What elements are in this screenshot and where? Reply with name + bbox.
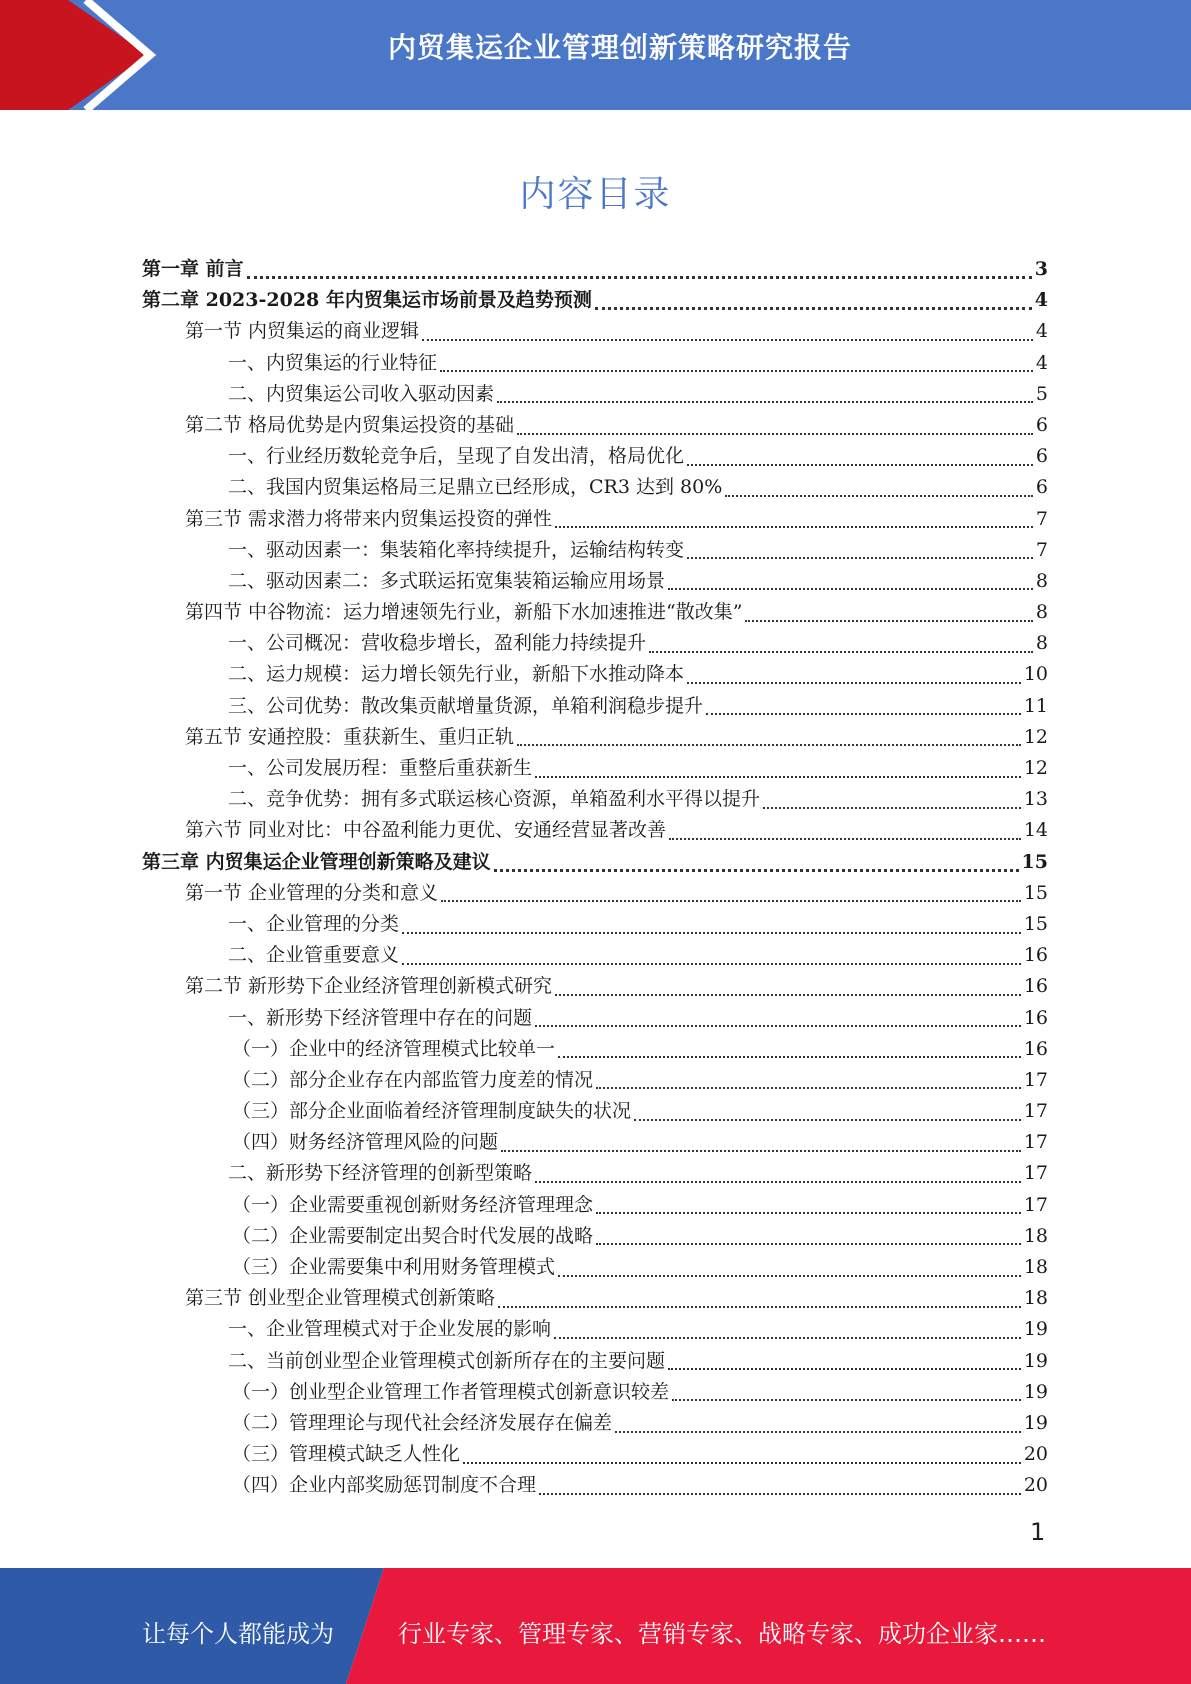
toc-entry[interactable]	[142, 1221, 1048, 1252]
toc-entry-page: 13	[1023, 788, 1048, 811]
toc-entry-label: 二、内贸集运公司收入驱动因素	[228, 382, 495, 405]
toc-entry[interactable]	[142, 1346, 1048, 1377]
toc-entry-label: 第四节 中谷物流：运力增速领先行业，新船下水加速推进“散改集”	[185, 601, 743, 624]
toc-entry[interactable]	[142, 691, 1048, 722]
toc-entry-label: 二、运力规模：运力增长领先行业，新船下水推动降本	[228, 663, 685, 686]
toc-entry-page: 15	[1023, 881, 1048, 904]
toc-entry-page: 4	[1035, 351, 1048, 374]
toc-leader-dots	[596, 1212, 1021, 1214]
toc-heading: 内容目录	[519, 174, 672, 215]
toc-entry-page: 16	[1023, 944, 1048, 967]
toc-entry-page: 14	[1023, 819, 1048, 842]
toc-entry-label: 二、驱动因素二：多式联运拓宽集装箱运输应用场景	[228, 569, 666, 592]
toc-entry[interactable]	[142, 1127, 1048, 1158]
toc-entry[interactable]	[142, 659, 1048, 690]
toc-entry-label: 第一节 企业管理的分类和意义	[185, 881, 439, 904]
toc-entry-label: （四）财务经济管理风险的问题	[232, 1131, 499, 1154]
toc-entry[interactable]	[142, 1439, 1048, 1470]
toc-entry[interactable]	[142, 815, 1048, 846]
toc-leader-dots	[763, 807, 1021, 809]
toc-entry-page: 8	[1035, 601, 1048, 624]
toc-leader-dots	[595, 307, 1032, 310]
header-band	[0, 0, 1191, 110]
toc-leader-dots	[687, 557, 1033, 559]
toc-entry-label: 第二章 2023-2028 年内贸集运市场前景及趋势预测	[142, 289, 592, 312]
toc-entry-label: （一）企业需要重视创新财务经济管理理念	[232, 1193, 594, 1216]
toc-entry-page: 19	[1023, 1380, 1048, 1403]
toc-entry-page: 17	[1023, 1162, 1048, 1185]
toc-leader-dots	[535, 1181, 1021, 1183]
toc-entry-page: 19	[1023, 1318, 1048, 1341]
toc-entry[interactable]	[142, 1314, 1048, 1345]
toc-entry-page: 20	[1023, 1474, 1048, 1497]
toc-entry-label: 二、企业管重要意义	[228, 944, 400, 967]
toc-entry-page: 18	[1023, 1256, 1048, 1278]
toc-entry-label: （二）企业需要制定出契合时代发展的战略	[232, 1224, 594, 1247]
toc-entry[interactable]	[142, 909, 1048, 940]
toc-entry-label: （一）创业型企业管理工作者管理模式创新意识较差	[232, 1380, 670, 1403]
toc-entry[interactable]	[142, 971, 1048, 1002]
toc-entry-page: 4	[1034, 289, 1048, 312]
toc-entry-label: 二、当前创业型企业管理模式创新所存在的主要问题	[228, 1349, 666, 1372]
toc-entry-label: 二、新形势下经济管理的创新型策略	[228, 1162, 533, 1185]
toc-entry-label: 一、企业管理模式对于企业发展的影响	[228, 1318, 552, 1341]
toc-entry[interactable]	[142, 1470, 1048, 1501]
toc-leader-dots	[725, 495, 1033, 497]
toc-entry-page: 7	[1035, 507, 1048, 530]
toc-leader-dots	[634, 1119, 1021, 1121]
toc-leader-dots	[745, 620, 1032, 622]
toc-entry[interactable]	[142, 940, 1048, 971]
toc-leader-dots	[441, 900, 1021, 902]
toc-entry[interactable]	[142, 628, 1048, 659]
toc-entry-label: （二）管理理论与现代社会经济发展存在偏差	[232, 1411, 613, 1434]
footer-slogan-right: 行业专家、管理专家、营销专家、战略专家、成功企业家……	[398, 1620, 1046, 1648]
toc-entry-label: 一、公司概况：营收稳步增长，盈利能力持续提升	[228, 632, 647, 655]
toc-entry-page: 18	[1023, 1287, 1048, 1310]
toc-entry-page: 20	[1023, 1443, 1048, 1466]
toc-entry-label: 二、竞争优势：拥有多式联运核心资源，单箱盈利水平得以提升	[228, 788, 761, 811]
footer-slogan-left: 让每个人都能成为	[142, 1620, 334, 1648]
toc-entry-label: 第一章 前言	[142, 258, 244, 280]
report-title: 内贸集运企业管理创新策略研究报告	[387, 31, 852, 64]
toc-leader-dots	[649, 651, 1033, 653]
toc-leader-dots	[672, 1399, 1021, 1401]
toc-entry[interactable]	[142, 1096, 1048, 1127]
toc-entry-label: 三、公司优势：散改集贡献增量货源，单箱利润稳步提升	[228, 694, 704, 717]
toc-entry-page: 17	[1023, 1193, 1048, 1216]
toc-leader-dots	[494, 869, 1019, 872]
toc-entry-page: 11	[1023, 694, 1048, 717]
toc-entry[interactable]	[142, 1408, 1048, 1439]
toc-entry-label: （一）企业中的经济管理模式比较单一	[232, 1037, 556, 1060]
toc-entry[interactable]	[142, 410, 1048, 441]
toc-entry-label: 二、我国内贸集运格局三足鼎立已经形成，CR3 达到 80%	[228, 476, 723, 499]
toc-leader-dots	[539, 1493, 1021, 1495]
toc-entry-page: 7	[1035, 538, 1048, 561]
toc-leader-dots	[706, 713, 1021, 715]
toc-entry[interactable]	[142, 504, 1048, 535]
toc-leader-dots	[535, 1025, 1021, 1027]
toc-entry[interactable]	[142, 597, 1048, 628]
toc-leader-dots	[422, 339, 1033, 341]
toc-entry-page: 6	[1035, 413, 1048, 436]
toc-entry-page: 8	[1035, 569, 1048, 592]
toc-entry-label: 第三节 需求潜力将带来内贸集运投资的弹性	[185, 507, 553, 530]
toc-entry-label: 第五节 安通控股：重获新生、重归正轨	[185, 725, 515, 748]
toc-entry[interactable]	[142, 348, 1048, 379]
toc-entry-label: 一、驱动因素一：集装箱化率持续提升，运输结构转变	[228, 538, 685, 561]
toc-entry[interactable]	[142, 753, 1048, 784]
toc-leader-dots	[554, 1337, 1021, 1339]
toc-entry[interactable]	[142, 285, 1048, 316]
toc-entry-page: 17	[1023, 1100, 1048, 1123]
toc-leader-dots	[498, 1306, 1021, 1308]
toc-entry[interactable]	[142, 379, 1048, 410]
toc-entry-label: 一、行业经历数轮竞争后，呈现了自发出清，格局优化	[228, 445, 685, 468]
toc-entry[interactable]	[142, 1158, 1048, 1189]
toc-leader-dots	[517, 744, 1021, 746]
toc-entry-label: 第三章 内贸集运企业管理创新策略及建议	[142, 850, 491, 873]
toc-entry-label: 第六节 同业对比：中谷盈利能力更优、安通经营显著改善	[185, 819, 667, 842]
toc-entry[interactable]	[142, 1283, 1048, 1314]
toc-entry-label: 第二节 新形势下企业经济管理创新模式研究	[185, 975, 553, 998]
toc-leader-dots	[402, 932, 1021, 934]
toc-leader-dots	[555, 994, 1021, 996]
toc-entry-page: 16	[1023, 975, 1048, 998]
toc-entry[interactable]	[142, 1190, 1048, 1221]
toc-leader-dots	[517, 433, 1033, 435]
toc-entry[interactable]	[142, 535, 1048, 566]
toc-leader-dots	[463, 1462, 1021, 1464]
toc-leader-dots	[596, 1243, 1021, 1245]
toc-entry[interactable]	[142, 254, 1048, 285]
toc-entry-page: 17	[1023, 1131, 1048, 1154]
toc-entry[interactable]	[142, 1003, 1048, 1034]
toc-entry-label: 一、新形势下经济管理中存在的问题	[228, 1006, 533, 1029]
toc-leader-dots	[555, 526, 1033, 528]
toc-entry-label: 一、内贸集运的行业特征	[228, 351, 438, 374]
toc-entry-label: 第三节 创业型企业管理模式创新策略	[185, 1287, 496, 1310]
toc-entry-page: 19	[1023, 1411, 1048, 1434]
toc-entry-page: 10	[1023, 663, 1048, 686]
toc-entry-page: 4	[1035, 320, 1048, 343]
toc-leader-dots	[615, 1431, 1021, 1433]
toc-entry[interactable]	[142, 1252, 1048, 1283]
toc-entry-page: 16	[1023, 1006, 1048, 1029]
toc-leader-dots	[596, 1087, 1021, 1089]
toc-leader-dots	[669, 838, 1021, 840]
toc-entry-label: （三）管理模式缺乏人性化	[232, 1443, 461, 1466]
toc-entry-page: 6	[1035, 476, 1048, 499]
toc-leader-dots	[687, 464, 1033, 466]
toc-leader-dots	[687, 682, 1021, 684]
toc-entry[interactable]	[142, 472, 1048, 503]
toc-entry[interactable]	[142, 722, 1048, 753]
toc-entry-label: 一、公司发展历程：重整后重获新生	[228, 757, 533, 779]
toc-leader-dots	[558, 1275, 1021, 1277]
toc-entry[interactable]	[142, 847, 1048, 878]
toc-entry[interactable]	[142, 878, 1048, 909]
toc-leader-dots	[402, 963, 1021, 965]
toc-leader-dots	[558, 1056, 1021, 1058]
toc-entry-label: （二）部分企业存在内部监管力度差的情况	[232, 1068, 594, 1091]
table-of-contents	[142, 254, 1048, 1502]
toc-entry-page: 15	[1023, 912, 1048, 935]
toc-entry-page: 8	[1035, 632, 1048, 655]
toc-entry-label: （三）部分企业面临着经济管理制度缺失的状况	[232, 1100, 632, 1123]
toc-leader-dots	[668, 1368, 1021, 1370]
toc-entry[interactable]	[142, 1377, 1048, 1408]
toc-entry-page: 12	[1023, 757, 1048, 779]
toc-entry-page: 3	[1034, 258, 1048, 280]
toc-entry-page: 17	[1023, 1068, 1048, 1091]
toc-leader-dots	[535, 776, 1021, 778]
toc-entry-page: 19	[1023, 1349, 1048, 1372]
toc-leader-dots	[497, 401, 1033, 403]
toc-entry[interactable]	[142, 1065, 1048, 1096]
toc-entry[interactable]	[142, 316, 1048, 347]
toc-entry-label: 第二节 格局优势是内贸集运投资的基础	[185, 413, 515, 436]
toc-entry-page: 12	[1023, 725, 1048, 748]
toc-entry[interactable]	[142, 1034, 1048, 1065]
toc-leader-dots	[247, 276, 1032, 279]
toc-entry-label: （三）企业需要集中利用财务管理模式	[232, 1256, 556, 1278]
toc-entry-page: 18	[1023, 1224, 1048, 1247]
toc-entry-label: 第一节 内贸集运的商业逻辑	[185, 320, 420, 343]
footer-band	[0, 1568, 1191, 1684]
toc-entry[interactable]	[142, 566, 1048, 597]
toc-leader-dots	[440, 370, 1033, 372]
page-number: 1	[1030, 1518, 1046, 1546]
toc-leader-dots	[501, 1150, 1021, 1152]
toc-entry-label: （四）企业内部奖励惩罚制度不合理	[232, 1474, 537, 1497]
toc-entry[interactable]	[142, 784, 1048, 815]
toc-entry-label: 一、企业管理的分类	[228, 912, 400, 935]
toc-entry-page: 15	[1021, 850, 1048, 873]
toc-leader-dots	[668, 588, 1033, 590]
toc-entry-page: 6	[1035, 445, 1048, 468]
toc-entry-page: 16	[1023, 1037, 1048, 1060]
toc-entry[interactable]	[142, 441, 1048, 472]
toc-entry-page: 5	[1035, 382, 1048, 405]
